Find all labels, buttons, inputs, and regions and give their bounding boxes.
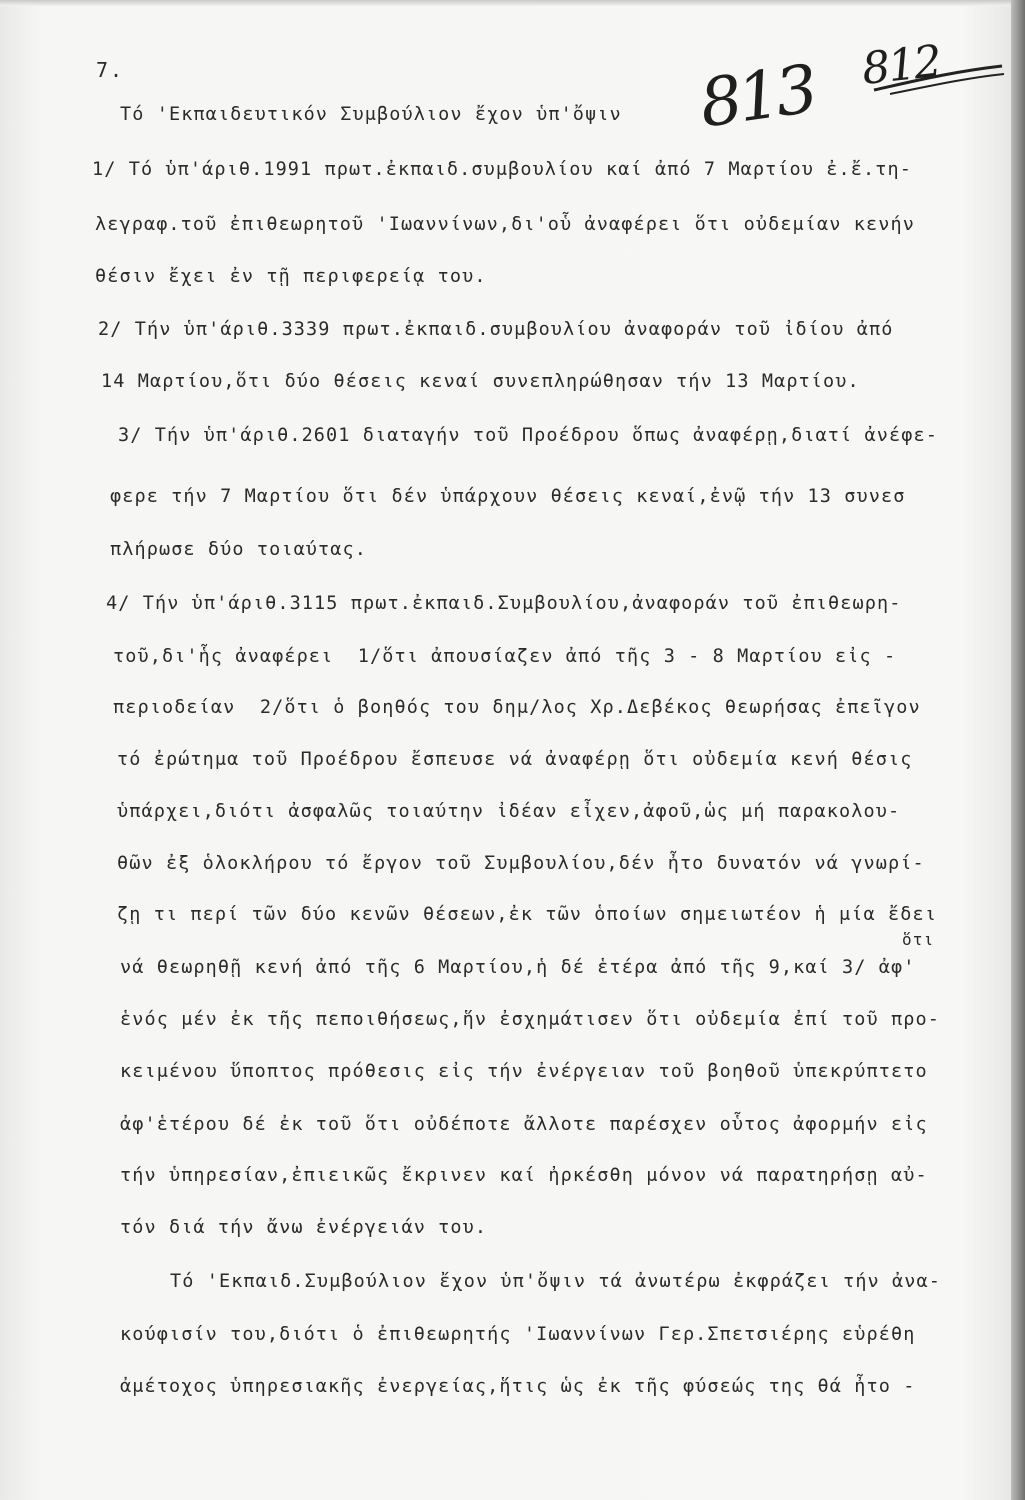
handwritten-annotation-secondary: 812 <box>859 36 943 95</box>
text-line-17: νά θεωρηθῇ κενή ἀπό τῆς 6 Μαρτίου,ἡ δέ ἑτέρα ἀπό τῆς 9,καί 3/ ἀφ' <box>120 957 916 978</box>
text-line-19: κειμένου ὕποπτος πρόθεσις εἰς τήν ἐνέργειαν τοῦ βοηθοῦ ὑπεκρύπτετο <box>120 1061 928 1082</box>
page-number: 7. <box>96 58 125 82</box>
text-line-20: ἀφ'ἑτέρου δέ ἐκ τοῦ ὅτι οὐδέποτε ἄλλοτε παρέσχεν οὗτος ἀφορμήν εἰς <box>120 1114 928 1135</box>
text-line-3: λεγραφ.τοῦ ἐπιθεωρητοῦ 'Ιωαννίνων,δι'οὗ ἀναφέρει ὅτι οὐδεμίαν κενήν <box>95 214 915 235</box>
text-line-10: 4/ Τήν ὑπ'άριθ.3115 πρωτ.ἐκπαιδ.Συμβουλίου,ἀναφοράν τοῦ ἐπιθεωρη- <box>106 593 902 614</box>
text-line-8: φερε τήν 7 Μαρτίου ὅτι δέν ὑπάρχουν θέσεις κεναί,ἐνῷ τήν 13 συνεσ <box>110 486 906 507</box>
handwritten-underline-mark <box>870 60 1010 100</box>
text-line-7: 3/ Τήν ὑπ'άριθ.2601 διαταγήν τοῦ Προέδρου ὅπως ἀναφέρῃ,διατί ἀνέφε- <box>118 425 938 446</box>
text-line-16: ζῃ τι περί τῶν δύο κενῶν θέσεων,ἐκ τῶν ὁποίων σημειωτέον ἡ μία ἔδει <box>117 904 937 925</box>
text-line-18: ἑνός μέν ἐκ τῆς πεποιθήσεως,ἥν ἐσχημάτισεν ὅτι οὐδεμία ἐπί τοῦ προ- <box>120 1009 940 1030</box>
text-line-23: Τό 'Εκπαιδ.Συμβούλιον ἔχον ὑπ'ὄψιν τά ἀνωτέρω ἐκφράζει τήν ἀνα- <box>170 1271 941 1292</box>
text-line-25: ἀμέτοχος ὑπηρεσιακῆς ἐνεργείας,ἥτις ὡς ἐκ τῆς φύσεώς της θά ἦτο - <box>120 1376 916 1397</box>
text-line-15: θῶν ἐξ ὁλοκλήρου τό ἔργον τοῦ Συμβουλίου,δέν ἦτο δυνατόν νά γνωρί- <box>117 853 925 874</box>
text-line-14: ὑπάρχει,διότι ἀσφαλῶς τοιαύτην ἰδέαν εἶχεν,ἀφοῦ,ὡς μή παρακολου- <box>117 801 901 822</box>
text-line-12: περιοδείαν 2/ὅτι ὁ βοηθός του δημ/λος Χρ.Δεβέκος θεωρήσας ἐπεῖγον <box>113 697 921 718</box>
text-line-22: τόν διά τήν ἄνω ἐνέργειάν του. <box>120 1217 488 1238</box>
handwritten-annotation-813: 813 <box>695 50 819 143</box>
text-line-2: 1/ Τό ὑπ'άριθ.1991 πρωτ.ἐκπαιδ.συμβουλίου καί ἀπό 7 Μαρτίου ἐ.ἔ.τη- <box>92 159 912 180</box>
scan-right-edge <box>1011 0 1025 1500</box>
text-line-9: πλήρωσε δύο τοιαύτας. <box>110 539 367 560</box>
text-line-11: τοῦ,δι'ἧς ἀναφέρει 1/ὅτι ἀπουσίαζεν ἀπό τῆς 3 - 8 Μαρτίου εἰς - <box>113 646 897 667</box>
scan-top-edge <box>0 0 1025 6</box>
text-line-24: κούφισίν του,διότι ὁ ἐπιθεωρητής 'Ιωαννίνων Γερ.Σπετσιέρης εὑρέθη <box>120 1324 916 1345</box>
text-line-13: τό ἐρώτημα τοῦ Προέδρου ἔσπευσε νά ἀναφέρῃ ὅτι οὐδεμία κενή θέσις <box>117 749 913 770</box>
text-line-5: 2/ Τήν ὑπ'άριθ.3339 πρωτ.ἐκπαιδ.συμβουλίου ἀναφοράν τοῦ ἰδίου ἀπό <box>98 319 894 340</box>
text-line-6: 14 Μαρτίου,ὅτι δύο θέσεις κεναί συνεπληρώθησαν τήν 13 Μαρτίου. <box>101 371 860 392</box>
text-line-1: Τό 'Εκπαιδευτικόν Συμβούλιον ἔχον ὑπ'ὄψιν <box>120 104 622 125</box>
text-line-21: τήν ὑπηρεσίαν,ἐπιεικῶς ἔκρινεν καί ἠρκέσθη μόνον νά παρατηρήσῃ αὐ- <box>120 1165 928 1186</box>
interlinear-insert: ὅτι <box>902 930 935 949</box>
text-line-4: θέσιν ἔχει ἐν τῇ περιφερείᾳ του. <box>95 266 487 287</box>
